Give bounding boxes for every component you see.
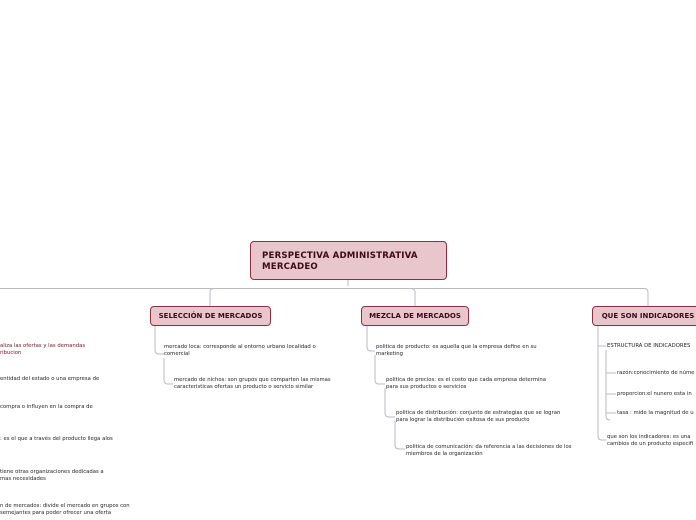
root-topic-line-1: PERSPECTIVA ADMINISTRATIVA xyxy=(262,251,418,261)
subtopic-politica-de-precios[interactable] xyxy=(386,377,546,390)
subtopic-mercado-local[interactable] xyxy=(164,344,316,357)
subtopic-proporcion[interactable] xyxy=(617,391,692,398)
subtopic-line: razón:conocimiento de núme xyxy=(617,370,695,376)
subtopic-line: politica de precios: es el costo que cada empresa determina xyxy=(386,377,546,383)
subtopic-line: politica de producto: es aquella que la empresa define en su xyxy=(376,344,537,350)
subtopic-estructura-de-indicadores[interactable] xyxy=(607,343,690,350)
left-subtopic-6[interactable] xyxy=(0,503,130,516)
subtopic-line: n de mercados: divide el mercado en grupos con xyxy=(0,503,130,509)
subtopic-line: miembros de la organización xyxy=(406,450,483,457)
left-subtopic-3[interactable] xyxy=(0,404,93,411)
subtopic-line: caracteristicas ofertas un producto o servicio similar xyxy=(174,383,314,390)
subtopic-line: comercial xyxy=(164,350,190,357)
left-subtopic-1[interactable] xyxy=(0,343,85,356)
subtopic-line: para lograr la distribución exitosa de sus producto xyxy=(396,416,530,423)
subtopic-line: entidad del estado o una empresa de xyxy=(0,376,100,382)
topic-label: QUE SON INDICADORES xyxy=(601,312,695,320)
topic-que-son-indicadores[interactable] xyxy=(592,306,696,326)
subtopic-line: tasa : mide la magnitud de u xyxy=(617,410,694,416)
subtopic-definicion-indicadores[interactable] xyxy=(607,434,693,447)
subtopic-politica-de-producto[interactable] xyxy=(376,344,537,357)
topic-label: MEZCLA DE MERCADOS xyxy=(369,312,461,320)
subtopic-line: cambios de un producto especifi xyxy=(607,440,694,447)
root-topic[interactable] xyxy=(250,241,447,280)
subtopic-line: compra o influyen en la compra de xyxy=(0,404,93,410)
subtopic-line: semejantes para poder ofrecer una oferta xyxy=(0,509,112,516)
subtopic-line: marketing xyxy=(376,350,403,357)
left-subtopic-4[interactable] xyxy=(0,436,113,443)
subtopic-line: politica de comunicación: da referencia a las decisiones de los xyxy=(406,444,572,450)
subtopic-politica-de-comunicacion[interactable] xyxy=(406,444,571,457)
subtopic-line: ribucion xyxy=(0,349,22,356)
topic-mezcla-de-mercados[interactable] xyxy=(361,306,469,326)
subtopic-line: mercado loca: corresponde al entorno urbano localidad o xyxy=(164,344,316,350)
root-topic-line-2: MERCADEO xyxy=(262,262,318,272)
subtopic-line: que son los indicadores: es una xyxy=(607,434,691,440)
subtopic-line: tiene otras organizaciones dedicadas a xyxy=(0,469,104,475)
left-subtopic-5[interactable] xyxy=(0,469,104,482)
subtopic-tasa[interactable] xyxy=(617,410,694,417)
subtopic-line: para sus productos o servicios xyxy=(386,383,467,390)
subtopic-politica-de-distribucion[interactable] xyxy=(396,410,560,423)
subtopic-line: mas necesidades xyxy=(0,475,46,482)
subtopic-mercado-de-nichos[interactable] xyxy=(174,377,331,390)
subtopic-line: aliza las ofertas y las demandas xyxy=(0,343,86,349)
subtopic-line: : es el que a través del producto llega alos xyxy=(0,436,113,442)
topic-label: SELECCIÓN DE MERCADOS xyxy=(158,312,263,320)
subtopic-line: proporcion:el nunero esta in xyxy=(617,391,692,397)
topic-seleccion-de-mercados[interactable] xyxy=(150,306,271,326)
subtopic-line: politica de distribución: conjunto de estrategias que se logran xyxy=(396,410,561,416)
subtopic-line: ESTRUCTURA DE INDICADORES xyxy=(607,343,691,349)
left-subtopic-2[interactable] xyxy=(0,376,99,383)
subtopic-line: mercado de nichos: son grupos que comparten las mismas xyxy=(174,377,331,383)
subtopic-razon[interactable] xyxy=(617,370,694,377)
